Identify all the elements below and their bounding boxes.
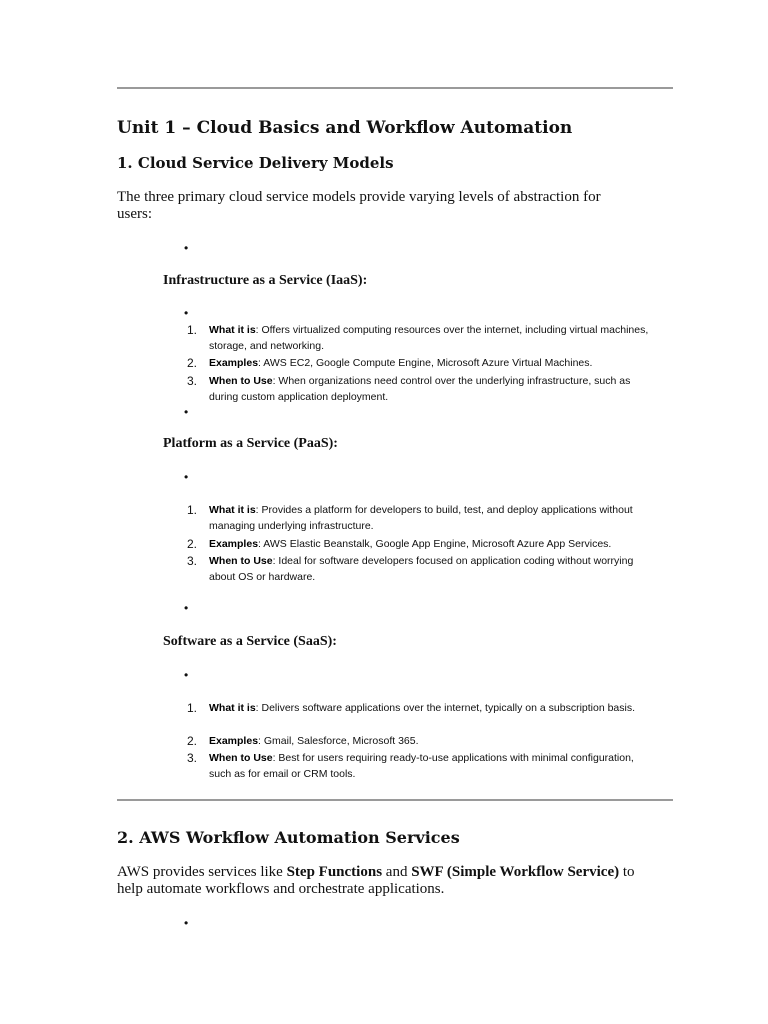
horizontal-rule-top: [117, 87, 673, 89]
item-label: What it is: [209, 504, 256, 516]
bullet: •: [184, 241, 189, 255]
list-number: 1.: [187, 701, 198, 715]
list-number: 3.: [187, 374, 198, 388]
bullet: •: [184, 916, 189, 930]
item-text: : Gmail, Salesforce, Microsoft 365.: [258, 735, 419, 747]
section-2-intro: [117, 864, 647, 898]
page-title: Unit 1 – Cloud Basics and Workflow Automation: [117, 118, 573, 138]
saas-heading: Software as a Service (SaaS):: [163, 634, 337, 649]
section-1-heading: 1. Cloud Service Delivery Models: [117, 154, 394, 172]
list-item: [187, 322, 657, 354]
list-number: 3.: [187, 554, 198, 568]
list-number: 2.: [187, 537, 198, 551]
item-text: : Best for users requiring ready-to-use applications with minimal configuration, such as for email or CRM tools.: [209, 752, 634, 780]
list-item: [187, 536, 657, 552]
item-text: : Delivers software applications over the internet, typically on a subscription basis.: [255, 702, 636, 714]
paas-heading: Platform as a Service (PaaS):: [163, 436, 338, 451]
text: AWS provides services like: [117, 864, 287, 880]
list-number: 2.: [187, 734, 198, 748]
list-number: 1.: [187, 323, 198, 337]
iaas-heading: Infrastructure as a Service (IaaS):: [163, 273, 368, 288]
item-label: When to Use: [209, 375, 273, 387]
text: to help automate workflows and orchestrate applications.: [117, 864, 635, 897]
item-text: : When organizations need control over the underlying infrastructure, such as during custom application deployment.: [209, 375, 631, 403]
item-label: When to Use: [209, 555, 273, 567]
list-item: [187, 373, 657, 405]
list-item: [187, 553, 657, 585]
step-functions-term: Step Functions: [286, 864, 383, 880]
item-label: When to Use: [209, 752, 273, 764]
list-number: 3.: [187, 751, 198, 765]
section-2-heading: 2. AWS Workflow Automation Services: [117, 828, 460, 847]
item-text: : Ideal for software developers focused on application coding without worrying about OS or hardware.: [209, 555, 634, 583]
section-1-intro: The three primary cloud service models provide varying levels of abstraction for users:: [117, 189, 601, 222]
horizontal-rule-section-divider: [117, 799, 673, 801]
list-item: [187, 733, 657, 749]
list-item: [187, 750, 657, 782]
item-label: What it is: [209, 324, 256, 336]
list-item: [187, 502, 657, 534]
list-item: [187, 700, 657, 716]
item-label: Examples: [209, 357, 259, 369]
bullet: •: [184, 306, 189, 320]
list-number: 2.: [187, 356, 198, 370]
bullet: •: [184, 668, 189, 682]
bullet: •: [184, 601, 189, 615]
item-text: : Offers virtualized computing resources over the internet, including virtual machines, storage, and networking.: [209, 324, 649, 352]
item-text: : AWS Elastic Beanstalk, Google App Engine, Microsoft Azure App Services.: [258, 538, 612, 550]
item-label: Examples: [209, 735, 259, 747]
swf-term: SWF (Simple Workflow Service): [411, 864, 620, 880]
bullet: •: [184, 405, 189, 419]
item-text: : Provides a platform for developers to build, test, and deploy applications without managing underlying infrastructure.: [209, 504, 633, 532]
item-label: Examples: [209, 538, 259, 550]
list-number: 1.: [187, 503, 198, 517]
item-label: What it is: [209, 702, 256, 714]
item-text: : AWS EC2, Google Compute Engine, Microsoft Azure Virtual Machines.: [258, 357, 593, 369]
bullet: •: [184, 470, 189, 484]
text: and: [382, 864, 412, 880]
list-item: [187, 355, 657, 371]
